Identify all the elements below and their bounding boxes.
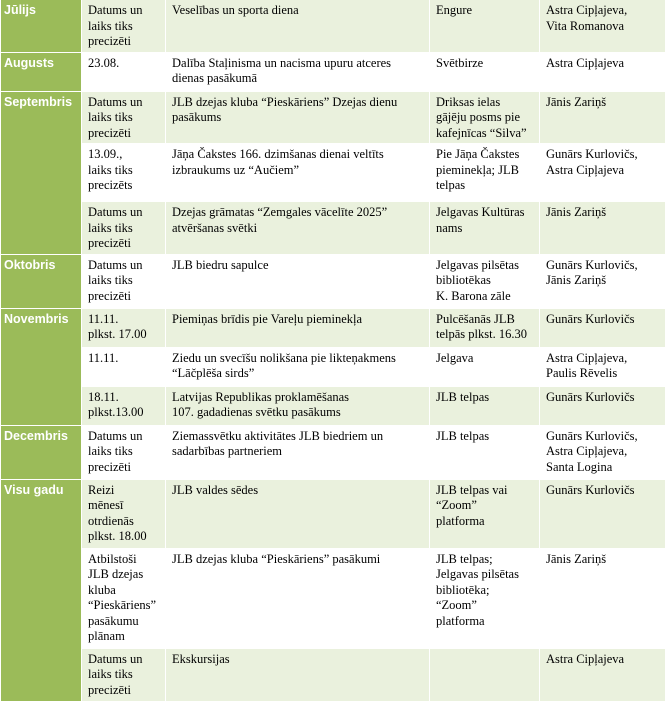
responsible-cell: Gunārs Kurlovičs, Jānis Zariņš (540, 254, 666, 308)
date-cell: 18.11. plkst.13.00 (82, 386, 166, 425)
date-cell: Datums un laiks tiks precizēti (82, 202, 166, 255)
date-cell: 13.09., laiks tiks precizēts (82, 144, 166, 202)
responsible-cell: Astra Cipļajeva (540, 52, 666, 91)
place-cell: Pulcēšanās JLB telpās plkst. 16.30 (430, 308, 540, 347)
responsible-cell: Gunārs Kurlovičs (540, 386, 666, 425)
date-cell: Datums un laiks tiks precizēti (82, 91, 166, 144)
place-cell: Engure (430, 0, 540, 52)
table-row (1, 347, 666, 386)
date-cell: 23.08. (82, 52, 166, 91)
event-cell: Jāņa Čakstes 166. dzimšanas dienai veltīts izbraukums uz “Aučiem” (166, 144, 430, 202)
table-row (1, 386, 666, 425)
table-row (1, 479, 666, 548)
responsible-cell: Gunārs Kurlovičs (540, 308, 666, 347)
responsible-cell: Jānis Zariņš (540, 91, 666, 144)
place-cell: Svētbirze (430, 52, 540, 91)
table-row (1, 202, 666, 255)
date-cell: 11.11. plkst. 17.00 (82, 308, 166, 347)
responsible-cell: Gunārs Kurlovičs, Astra Cipļajeva (540, 144, 666, 202)
place-cell: JLB telpas (430, 386, 540, 425)
table-row (1, 91, 666, 144)
event-cell: Ziedu un svecīšu nolikšana pie likteņakmens “Lāčplēša sirds” (166, 347, 430, 386)
month-cell: Septembris (1, 91, 82, 254)
responsible-cell: Astra Cipļajeva, Paulis Rēvelis (540, 347, 666, 386)
place-cell: Jelgavas pilsētas bibliotēkas K. Barona zāle (430, 254, 540, 308)
responsible-cell: Jānis Zariņš (540, 202, 666, 255)
responsible-cell: Jānis Zariņš (540, 548, 666, 648)
date-cell: Datums un laiks tiks precizēti (82, 425, 166, 479)
event-cell: JLB biedru sapulce (166, 254, 430, 308)
place-cell: Jelgava (430, 347, 540, 386)
responsible-cell: Astra Cipļajeva (540, 648, 666, 701)
place-cell: JLB telpas (430, 425, 540, 479)
event-cell: Dalība Staļinisma un nacisma upuru atceres dienas pasākumā (166, 52, 430, 91)
place-cell (430, 648, 540, 701)
event-cell: JLB dzejas kluba “Pieskāriens” pasākumi (166, 548, 430, 648)
date-cell: Datums un laiks tiks precizēti (82, 254, 166, 308)
place-cell: JLB telpas; Jelgavas pilsētas bibliotēka; “Zoom” platforma (430, 548, 540, 648)
event-cell: Ekskursijas (166, 648, 430, 701)
month-cell: Decembris (1, 425, 82, 479)
month-cell: Novembris (1, 308, 82, 425)
event-cell: Piemiņas brīdis pie Vareļu pieminekļa (166, 308, 430, 347)
responsible-cell: Astra Cipļajeva, Vita Romanova (540, 0, 666, 52)
event-cell: JLB valdes sēdes (166, 479, 430, 548)
event-cell: Latvijas Republikas proklamēšanas 107. gadadienas svētku pasākums (166, 386, 430, 425)
month-cell: Jūlijs (1, 0, 82, 52)
table-row (1, 308, 666, 347)
place-cell: Jelgavas Kultūras nams (430, 202, 540, 255)
event-cell: Veselības un sporta diena (166, 0, 430, 52)
table-row (1, 548, 666, 648)
table-row (1, 648, 666, 701)
table-row (1, 254, 666, 308)
event-cell: Dzejas grāmatas “Zemgales vācelīte 2025” atvēršanas svētki (166, 202, 430, 255)
place-cell: Driksas ielas gājēju posms pie kafejnīcas “Silva” (430, 91, 540, 144)
place-cell: Pie Jāņa Čakstes pieminekļa; JLB telpas (430, 144, 540, 202)
place-cell: JLB telpas vai “Zoom” platforma (430, 479, 540, 548)
table-row (1, 425, 666, 479)
table-row (1, 144, 666, 202)
event-cell: JLB dzejas kluba “Pieskāriens” Dzejas dienu pasākums (166, 91, 430, 144)
table-row (1, 52, 666, 91)
responsible-cell: Gunārs Kurlovičs (540, 479, 666, 548)
month-cell: Oktobris (1, 254, 82, 308)
date-cell: Datums un laiks tiks precizēti (82, 648, 166, 701)
month-cell: Visu gadu (1, 479, 82, 701)
date-cell: Datums un laiks tiks precizēti (82, 0, 166, 52)
date-cell: Reizi mēnesī otrdienās plkst. 18.00 (82, 479, 166, 548)
date-cell: 11.11. (82, 347, 166, 386)
date-cell: Atbilstoši JLB dzejas kluba “Pieskāriens” pasākumu plānam (82, 548, 166, 648)
event-cell: Ziemassvētku aktivitātes JLB biedriem un sadarbības partneriem (166, 425, 430, 479)
responsible-cell: Gunārs Kurlovičs, Astra Cipļajeva, Santa Logina (540, 425, 666, 479)
table-row (1, 0, 666, 52)
month-cell: Augusts (1, 52, 82, 91)
